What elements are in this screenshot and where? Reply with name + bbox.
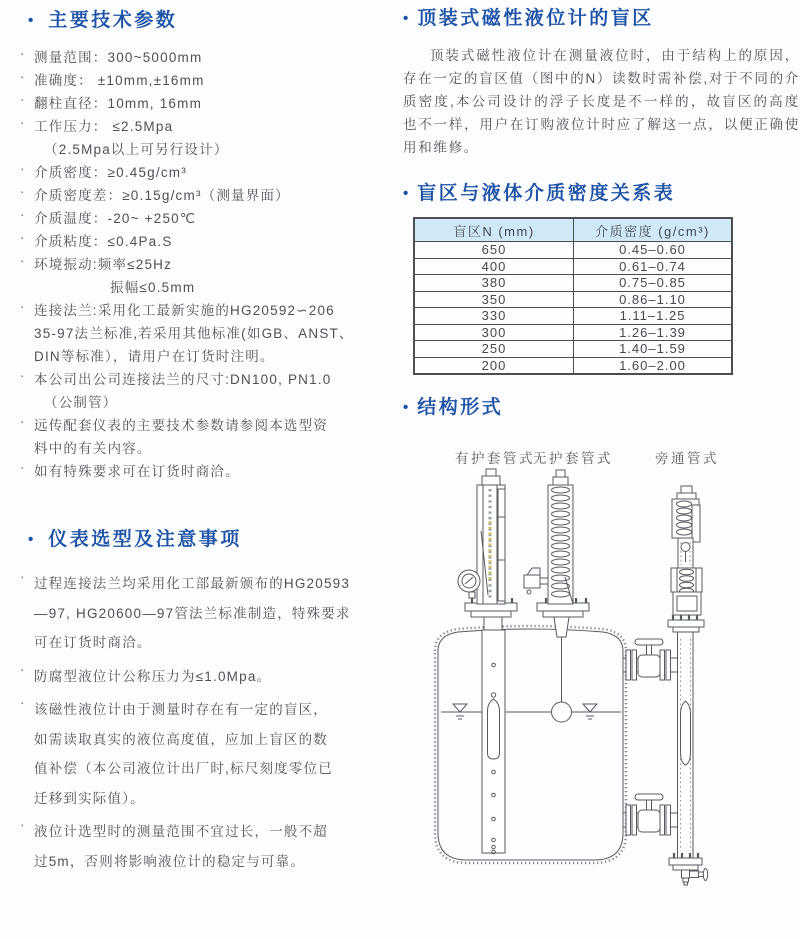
note-line: 液位计选型时的测量范围不宜过长，一般不超 [34, 824, 328, 839]
selection-notes-title: 仪表选型及注意事项 [48, 529, 242, 550]
bullet-dot: · [20, 161, 26, 176]
spec-line: 准确度： ±10mm,±16mm [34, 73, 205, 88]
tank-hatch [435, 626, 626, 863]
float-capsule [488, 699, 500, 759]
bullet-dot: · [20, 460, 26, 475]
level-mark-icon [583, 704, 597, 719]
flange-plate [673, 627, 699, 632]
list-item [18, 161, 396, 184]
gauge-sleeved [458, 469, 517, 854]
list-item [18, 230, 396, 253]
blind-zone-title: 顶装式磁性液位计的盲区 [417, 8, 654, 29]
cell-blind-zone: 400 [414, 258, 574, 275]
column-cap [486, 469, 496, 476]
cell-blind-zone: 200 [414, 357, 574, 374]
label-bypass-type: 旁通管式 [655, 451, 719, 466]
list-item [18, 368, 396, 414]
bullet-dot: · [20, 69, 26, 84]
list-item [18, 299, 396, 368]
spec-line: 翻柱直径：10mm, 16mm [34, 96, 203, 111]
col-header-blind-zone: 盲区N (mm) [414, 218, 574, 242]
float-capsule [681, 701, 691, 765]
bullet-dot: · [20, 817, 26, 832]
list-item [18, 662, 396, 692]
bullet-dot: · [20, 695, 26, 710]
blind-zone-paragraph: 顶装式磁性液位计在测量液位时，由于结构上的原因，存在一定的盲区值（图中的N）读数时需补偿,对于不同的介质密度,本公司设计的浮子长度是不一样的，故盲区的高度也不一样，用户在订购液位计时应了解这一点，以便正确使用和维修。 [403, 48, 800, 155]
tech-params-list [18, 46, 396, 483]
drain-handwheel [703, 869, 707, 881]
tech-params-title: 主要技术参数 [48, 10, 178, 31]
col-header-density: 介质密度 (g/cm³) [574, 218, 733, 242]
title-bullet-icon: • [403, 185, 409, 202]
note-line: 过程连接法兰均采用化工部最新颁布的HG20593 [34, 576, 351, 591]
section-title-density-table [403, 181, 800, 207]
flange [660, 650, 665, 680]
float-ball [552, 702, 572, 722]
table-row [414, 258, 732, 275]
spec-line: 环境振动:频率≤25Hz [34, 257, 173, 272]
bullet-dot: · [20, 207, 26, 222]
flange-plate [669, 858, 702, 865]
list-item [18, 460, 396, 483]
list-item [18, 817, 396, 876]
structure-figure [403, 433, 800, 915]
list-item [18, 92, 396, 115]
table-row [414, 357, 732, 374]
list-item [18, 184, 396, 207]
note-line: 防腐型液位计公称压力为≤1.0Mpa。 [34, 668, 272, 684]
bullet-dot: · [20, 184, 26, 199]
spec-line: 介质密度：≥0.45g/cm³ [34, 165, 187, 180]
density-table [413, 217, 733, 375]
neck-float [681, 543, 690, 552]
cell-density: 0.75–0.85 [574, 275, 733, 292]
spec-line: 35-97法兰标准,若采用其他标准(如GB、ANST、 [34, 326, 354, 341]
spec-line: 工作压力： ≤2.5Mpa [34, 119, 174, 134]
label-unsleeved-type: 无护套管式 [533, 451, 613, 466]
flange-plate [471, 611, 511, 617]
structure-title: 结构形式 [417, 397, 504, 418]
table-row [414, 275, 732, 292]
note-line: —97, HG20600—97管法兰标准制造，特殊要求 [34, 605, 351, 621]
column-cap [482, 476, 500, 485]
title-bullet-icon: • [403, 399, 409, 416]
spec-line: 连接法兰:采用化工最新实施的HG20592∽206 [34, 303, 335, 318]
flange [660, 805, 665, 835]
bullet-dot: · [20, 569, 26, 584]
column-cap [553, 477, 568, 485]
valve-lower [623, 794, 678, 835]
bullet-dot: · [20, 253, 26, 268]
note-line: 迁移到实际值）。 [34, 790, 145, 806]
cell-blind-zone: 250 [414, 341, 574, 358]
list-item [18, 69, 396, 92]
flange [632, 805, 637, 835]
transmitter-head [524, 568, 548, 594]
gauge-unsleeved [524, 470, 589, 722]
float-tip [491, 693, 495, 697]
flange-studs [673, 615, 697, 620]
cell-blind-zone: 650 [414, 242, 574, 259]
spec-line: 料中的有关内容。 [34, 441, 152, 456]
cell-density: 1.11–1.25 [574, 308, 733, 325]
list-item [18, 253, 396, 299]
bullet-dot: · [20, 299, 26, 314]
cell-density: 1.26–1.39 [574, 324, 733, 341]
list-item [18, 414, 396, 460]
cell-blind-zone: 350 [414, 291, 574, 308]
spec-line: 振幅≤0.5mm [110, 280, 196, 295]
bullet-dot: · [20, 230, 26, 245]
right-column [403, 6, 800, 915]
valve-body [638, 655, 660, 677]
spec-line: （2.5Mpa以上可另行设计） [44, 142, 229, 157]
section-title-tech-params [18, 8, 396, 34]
nozzle [484, 617, 502, 630]
cell-density: 1.60–2.00 [574, 357, 733, 374]
column-cap [677, 493, 696, 499]
table-header-row [414, 218, 732, 242]
spec-line: 介质粘度：≤0.4Pa.S [34, 234, 173, 249]
nozzle [554, 617, 569, 637]
density-table-title: 盲区与液体介质密度关系表 [417, 183, 676, 204]
valve-stem [647, 645, 652, 655]
flange [666, 805, 671, 835]
drain-tee [682, 870, 690, 878]
note-line: 该磁性液位计由于测量时存在有一定的盲区， [34, 702, 328, 717]
flange [626, 650, 631, 680]
column-cap [556, 470, 565, 477]
spec-line: 介质温度：-20~ +250℃ [34, 211, 197, 226]
valve-upper [623, 639, 678, 680]
label-sleeved-type: 有护套管式 [455, 451, 535, 466]
section-title-selection-notes [18, 527, 396, 553]
liquid-level [441, 704, 621, 719]
title-bullet-icon: • [28, 531, 34, 548]
note-line: 如需读取真实的液位高度值，应加上盲区的数 [34, 731, 328, 747]
cell-density: 1.40–1.59 [574, 341, 733, 358]
table-row [414, 242, 732, 259]
bullet-dot: · [20, 368, 26, 383]
valve-stem [647, 800, 652, 810]
structure-diagram [420, 459, 800, 915]
cell-density: 0.61–0.74 [574, 258, 733, 275]
section-title-blind-zone [403, 6, 800, 32]
bullet-dot: · [20, 46, 26, 61]
flange-plate [668, 620, 704, 627]
drain-nipple [683, 878, 689, 882]
cell-blind-zone: 300 [414, 324, 574, 341]
title-bullet-icon: • [28, 12, 34, 29]
list-item [18, 46, 396, 69]
section-title-structure [403, 395, 800, 421]
spec-line: 介质密度差：≥0.15g/cm³（测量界面） [34, 188, 290, 203]
scale-strip [692, 505, 700, 542]
flange-plate [673, 865, 698, 870]
drain-assembly [669, 853, 708, 885]
cell-density: 0.86–1.10 [574, 291, 733, 308]
valve-body [638, 810, 660, 832]
bullet-dot: · [20, 115, 26, 130]
flange [666, 650, 671, 680]
flange-plate [543, 611, 583, 617]
table-row [414, 324, 732, 341]
list-item [18, 207, 396, 230]
note-line: 可在订货时商洽。 [34, 635, 152, 650]
flange [626, 805, 631, 835]
tank [435, 626, 626, 863]
cell-density: 0.45–0.60 [574, 242, 733, 259]
left-column [18, 8, 396, 880]
flange [632, 650, 637, 680]
note-line: 过5m，否则将影响液位计的稳定与可靠。 [34, 853, 306, 869]
table-row [414, 308, 732, 325]
handwheel [635, 794, 663, 800]
drain-valve-body [690, 871, 699, 878]
selection-notes-list [18, 569, 396, 876]
spec-line: （公制管） [44, 395, 118, 410]
density-table-wrap [413, 217, 800, 375]
cell-blind-zone: 330 [414, 308, 574, 325]
table-row [414, 341, 732, 358]
column-cap [681, 486, 692, 493]
list-item [18, 115, 396, 161]
spec-line: DIN等标准），请用户在订货时注明。 [34, 349, 275, 364]
spec-line: 远传配套仪表的主要技术参数请参阅本选型资 [34, 418, 328, 433]
cell-blind-zone: 380 [414, 275, 574, 292]
spec-line: 如有特殊要求可在订货时商洽。 [34, 464, 240, 479]
handwheel [635, 639, 663, 645]
spec-line: 测量范围：300~5000mm [34, 50, 203, 65]
table-row [414, 291, 732, 308]
list-item [18, 569, 396, 658]
title-bullet-icon: • [403, 10, 409, 27]
bullet-dot: · [20, 414, 26, 429]
spec-line: 本公司出公司连接法兰的尺寸:DN100, PN1.0 [34, 372, 332, 387]
list-item [18, 695, 396, 813]
bullet-dot: · [20, 661, 26, 677]
bullet-dot: · [20, 92, 26, 107]
tank-outline [438, 629, 623, 860]
level-mark-icon [453, 704, 467, 719]
note-line: 值补偿（本公司液位计出厂时,标尺刻度零位已 [34, 761, 333, 776]
